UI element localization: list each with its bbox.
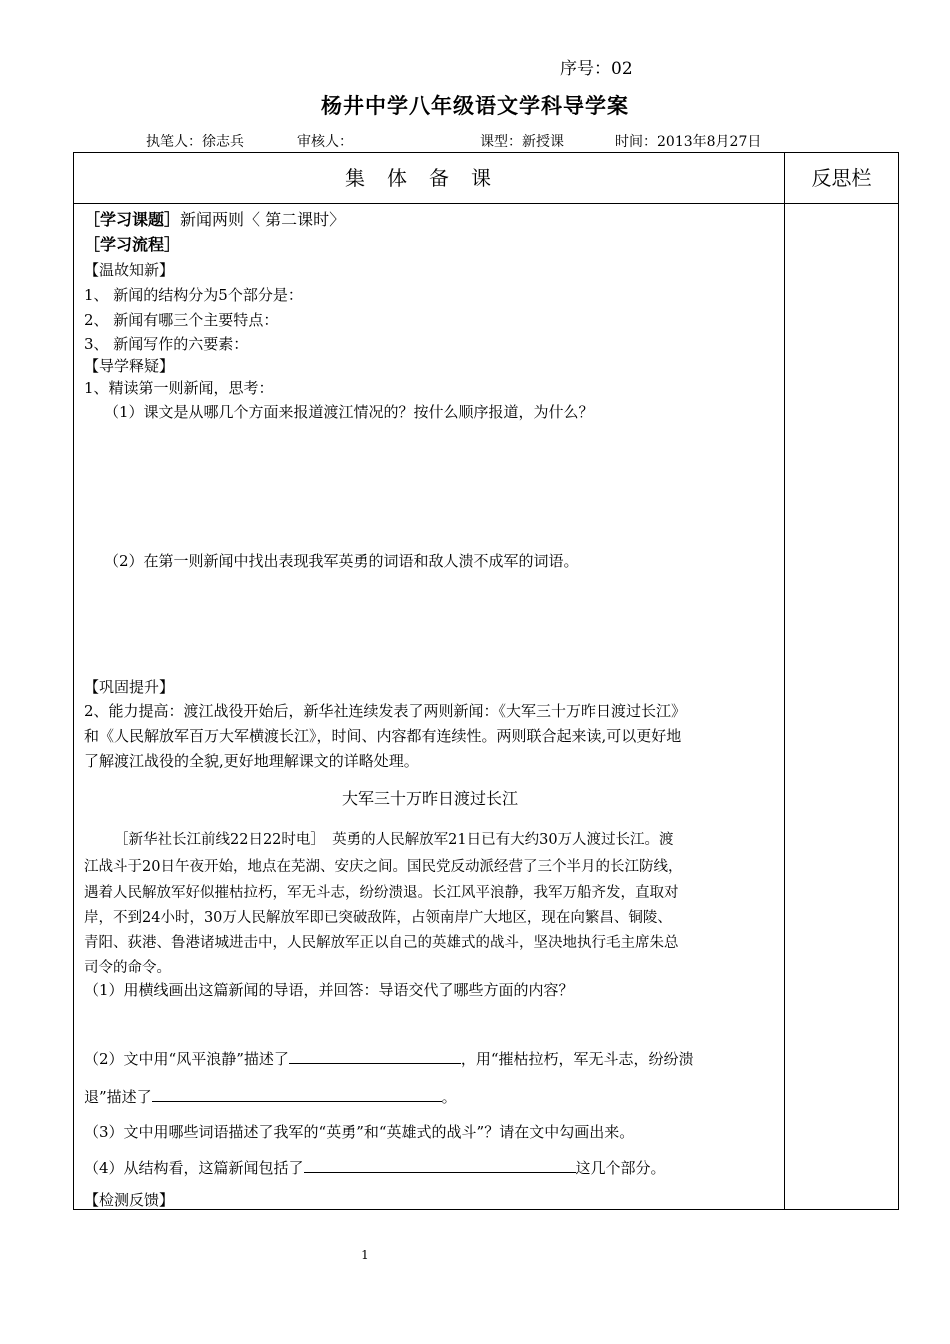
news-title: 大军三十万昨日渡过长江: [341, 789, 518, 808]
news-line: 遇着人民解放军好似摧枯拉朽，军无斗志，纷纷溃退。长江风平浪静，我军万船齐发，直取对: [84, 885, 679, 901]
author-label: 执笔人：徐志兵: [146, 134, 244, 150]
reviewer-label: 审核人：: [297, 134, 353, 150]
question-2-line-1: [84, 1048, 694, 1069]
question-2-text: （2）文中用“风平浪静”描述了: [84, 1050, 289, 1068]
flow-label: ［学习流程］: [84, 235, 181, 254]
topic-value: 新闻两则〈 第二课时〉: [180, 210, 346, 229]
question-2-text: 。: [441, 1088, 457, 1106]
consolidate-label: 【巩固提升】: [84, 678, 175, 696]
feedback-label: 【检测反馈】: [84, 1191, 175, 1209]
news-line: ［新华社长江前线22日22时电］ 英勇的人民解放军21日已有大约30万人渡过长江。渡: [114, 832, 674, 848]
column-divider: [784, 153, 785, 1209]
reflection-column-heading: 反思栏: [811, 166, 872, 190]
question-4-text: 这几个部分。: [575, 1159, 666, 1177]
answer-blank[interactable]: [304, 1158, 576, 1173]
question-2-line-2: [84, 1086, 457, 1107]
serial-number: 序号：02: [560, 59, 633, 79]
header-divider: [74, 203, 898, 204]
question-4: [84, 1157, 666, 1178]
guide-intro: 1、精读第一则新闻，思考：: [84, 379, 274, 397]
consolidate-line: 和《人民解放军百万大军横渡长江》，时间、内容都有连续性。两则联合起来读,可以更好地: [84, 727, 682, 745]
guide-label: 【导学释疑】: [84, 357, 175, 375]
answer-blank[interactable]: [152, 1087, 442, 1102]
question-2-text: ，用“摧枯拉朽，军无斗志，纷纷溃: [460, 1050, 694, 1068]
main-column-heading: 集体备课: [345, 166, 513, 190]
review-label: 【温故知新】: [84, 261, 175, 279]
answer-blank[interactable]: [289, 1049, 461, 1064]
question-3: （3）文中用哪些词语描述了我军的“英勇”和“英雄式的战斗”？请在文中勾画出来。: [84, 1123, 635, 1141]
review-item: 2、 新闻有哪三个主要特点：: [84, 311, 279, 329]
page-title: 杨井中学八年级语文学科导学案: [321, 93, 629, 118]
consolidate-line: 2、能力提高：渡江战役开始后，新华社连续发表了两则新闻：《大军三十万昨日渡过长江》: [84, 702, 687, 720]
date-label: 时间：2013年8月27日: [615, 134, 762, 150]
consolidate-line: 了解渡江战役的全貌,更好地理解课文的详略处理。: [84, 752, 419, 770]
news-line: 司令的命令。: [84, 960, 171, 976]
topic-label: ［学习课题］: [84, 210, 181, 229]
review-item: 3、 新闻写作的六要素：: [84, 335, 249, 353]
question-4-text: （4）从结构看，这篇新闻包括了: [84, 1159, 304, 1177]
news-line: 青阳、荻港、鲁港诸城进击中，人民解放军正以自己的英雄式的战斗，坚决地执行毛主席朱总: [84, 935, 679, 951]
guide-question-2: （2）在第一则新闻中找出表现我军英勇的词语和敌人溃不成军的词语。: [104, 552, 579, 570]
question-1: （1）用横线画出这篇新闻的导语，并回答：导语交代了哪些方面的内容？: [84, 981, 574, 999]
news-line: 江战斗于20日午夜开始，地点在芜湖、安庆之间。国民党反动派经营了三个半月的长江防线，: [84, 859, 683, 875]
lesson-type-label: 课型：新授课: [480, 134, 564, 150]
page-number: 1: [361, 1248, 369, 1262]
question-2-text: 退”描述了: [84, 1088, 152, 1106]
review-item: 1、 新闻的结构分为5个部分是：: [84, 286, 303, 304]
guide-question-1: （1）课文是从哪几个方面来报道渡江情况的？按什么顺序报道，为什么？: [104, 403, 594, 421]
topic-line: [84, 207, 345, 230]
news-line: 岸，不到24小时，30万人民解放军即已突破敌阵，占领南岸广大地区，现在向繁昌、铜陵、: [84, 910, 672, 926]
